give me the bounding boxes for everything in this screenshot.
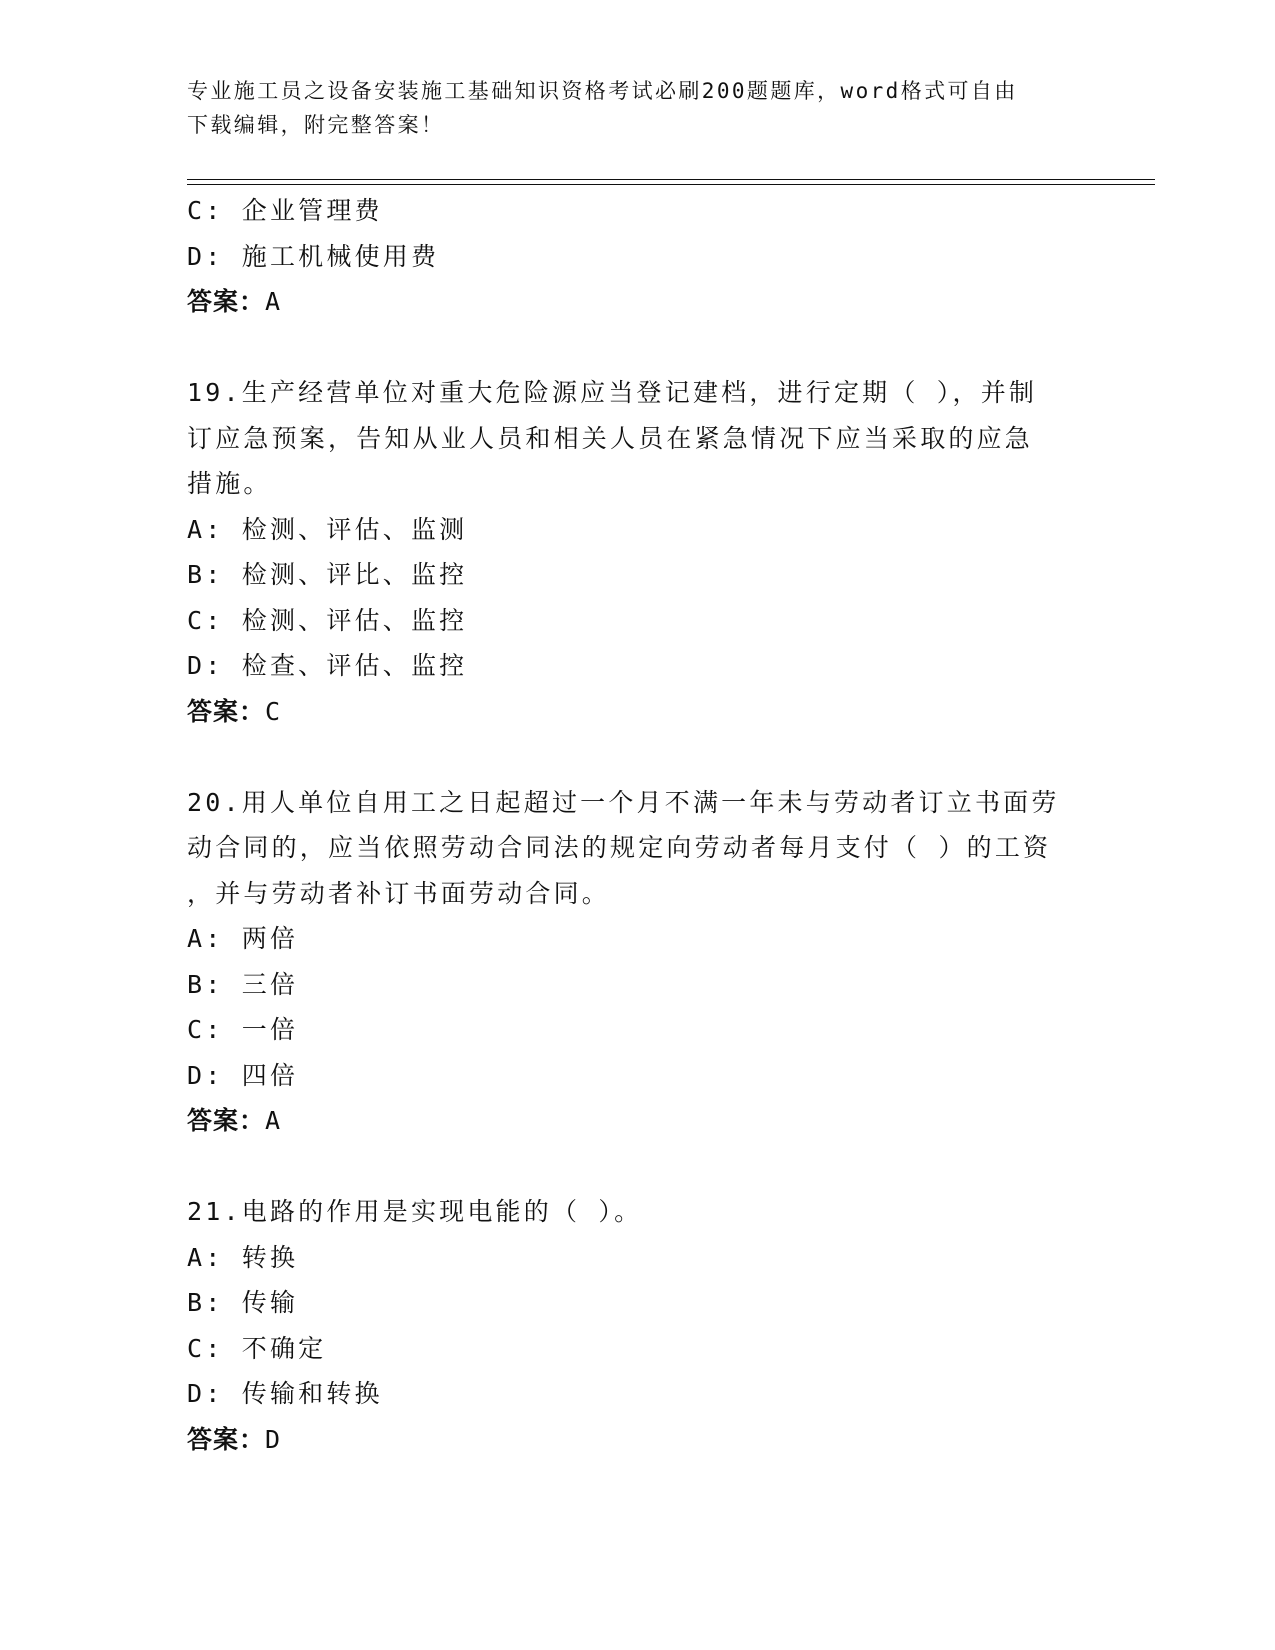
header-line-1: 专业施工员之设备安装施工基础知识资格考试必刷200题题库，word格式可自由 bbox=[187, 79, 1018, 103]
option-c: C: 检测、评估、监控 bbox=[187, 605, 468, 635]
option-d: D: 施工机械使用费 bbox=[187, 241, 440, 271]
header-line-2: 下载编辑，附完整答案！ bbox=[187, 113, 445, 137]
option-d: D: 检查、评估、监控 bbox=[187, 651, 468, 680]
answer-label: 答案： bbox=[187, 1106, 266, 1135]
option-d: D: 四倍 bbox=[187, 1060, 299, 1090]
answer-line bbox=[187, 1098, 1087, 1144]
document-header bbox=[187, 74, 1067, 142]
answer-value: A bbox=[265, 287, 282, 316]
option-c: C: 不确定 bbox=[187, 1333, 327, 1363]
question-stem-line: 21.电路的作用是实现电能的（ ）。 bbox=[187, 1197, 643, 1226]
answer-label: 答案： bbox=[187, 696, 266, 726]
question-stem-line: 19.生产经营单位对重大危险源应当登记建档，进行定期（ ），并制 bbox=[187, 378, 1038, 407]
option-a: A: 转换 bbox=[187, 1242, 299, 1272]
answer-label: 答案： bbox=[187, 1424, 266, 1454]
option-b: B: 三倍 bbox=[187, 969, 299, 999]
question-stem-line: 订应急预案，告知从业人员和相关人员在紧急情况下应当采取的应急 bbox=[187, 423, 1034, 453]
header-divider-bottom bbox=[187, 184, 1155, 185]
option-c: C: 企业管理费 bbox=[187, 196, 383, 225]
answer-line bbox=[187, 1417, 1087, 1463]
question-20 bbox=[187, 780, 1087, 1144]
spacer bbox=[187, 734, 1087, 780]
answer-value: A bbox=[265, 1106, 282, 1135]
option-b: B: 传输 bbox=[187, 1288, 299, 1317]
option-a: A: 检测、评估、监测 bbox=[187, 514, 468, 544]
question-stem-line: 措施。 bbox=[187, 469, 272, 498]
question-21 bbox=[187, 1189, 1087, 1462]
option-b: B: 检测、评比、监控 bbox=[187, 560, 468, 589]
option-d: D: 传输和转换 bbox=[187, 1379, 383, 1408]
header-divider-top bbox=[187, 179, 1155, 180]
question-stem-line: ，并与劳动者补订书面劳动合同。 bbox=[187, 878, 611, 908]
question-stem-line: 20.用人单位自用工之日起超过一个月不满一年未与劳动者订立书面劳 bbox=[187, 787, 1060, 817]
answer-value: D bbox=[265, 1424, 282, 1454]
question-content bbox=[187, 188, 1087, 1462]
question-18-tail bbox=[187, 188, 1087, 325]
option-c: C: 一倍 bbox=[187, 1015, 299, 1044]
question-stem-line: 动合同的，应当依照劳动合同法的规定向劳动者每月支付（ ）的工资 bbox=[187, 833, 1052, 862]
spacer bbox=[187, 1144, 1087, 1190]
answer-line bbox=[187, 689, 1087, 735]
option-a: A: 两倍 bbox=[187, 924, 299, 953]
answer-label: 答案： bbox=[187, 287, 266, 316]
answer-line bbox=[187, 279, 1087, 325]
answer-value: C bbox=[265, 696, 282, 726]
question-19 bbox=[187, 370, 1087, 734]
spacer bbox=[187, 325, 1087, 371]
